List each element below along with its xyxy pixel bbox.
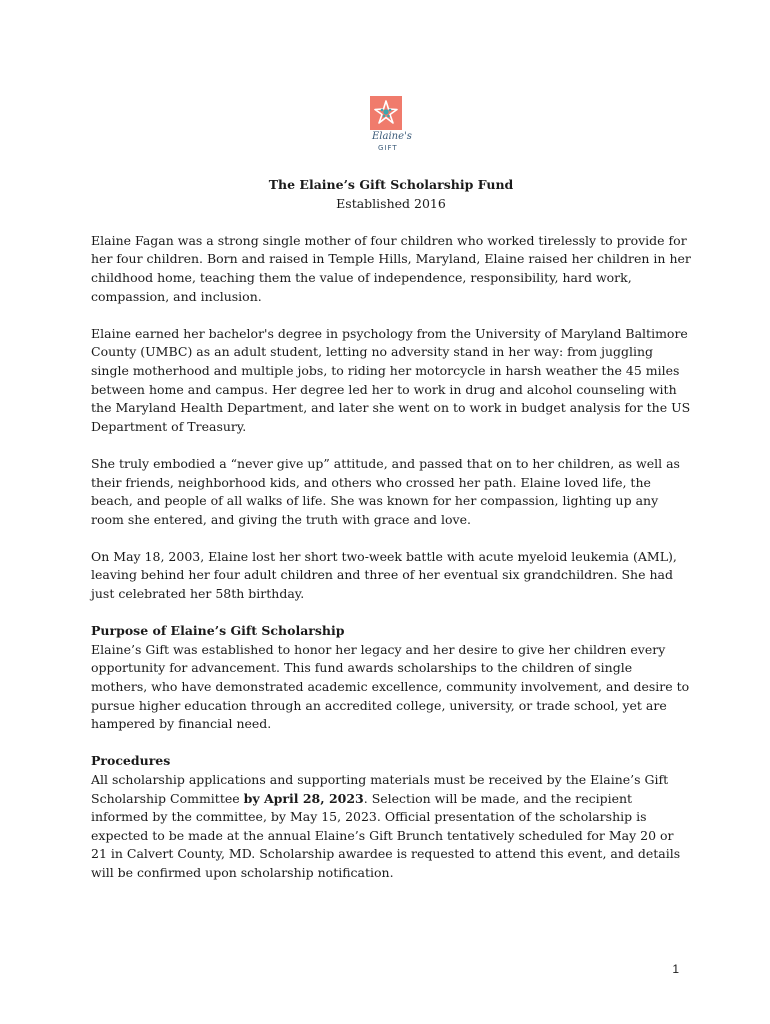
procedures-text-after: . Selection will be made, and the recipient informed by the committee, by May 15, 2023. Official presentation of the scholarship is expected to be made at the annual Elaine’s Gift Brunch tentatively scheduled for May 20 or 21 in Calvert County, MD. Scholarship awardee is requested to attend this event, and details will be confirmed upon scholarship notification. [91,790,681,880]
elaines-gift-logo [370,96,412,158]
paragraph-attitude: She truly embodied a “never give up” attitude, and passed that on to her children, as well as their friends, neighborhood kids, and others who crossed her path. Elaine loved life, the beach, and people of all walks of life. She was known for her compassion, lighting up any room she entered, and giving the truth with grace and love. [91,455,680,527]
procedures-heading: Procedures [91,753,171,769]
document-body [91,176,691,901]
paragraph-passing: On May 18, 2003, Elaine lost her short two-week battle with acute myeloid leukemia (AML), leaving behind her four adult children and three of her eventual six grandchildren. She had just celebrated her 58th birthday. [91,548,677,602]
paragraph-education: Elaine earned her bachelor's degree in psychology from the University of Maryland Baltimore County (UMBC) as an adult student, letting no adversity stand in her way: from juggling single motherhood and multiple jobs, to riding her motorcycle in harsh weather the 45 miles between home and campus. Her degree led her to work in drug and alcohol counseling with the Maryland Health Department, and later she went on to work in budget analysis for the US Department of Treasury. [91,325,691,434]
purpose-heading: Purpose of Elaine’s Gift Scholarship [91,623,345,639]
logo-script-text: Elaine's [372,131,412,142]
procedures-deadline: by April 28, 2023 [243,790,364,806]
procedures-text-before: All scholarship applications and supporting materials must be received by the Elaine’s Gift Scholarship Committee [91,772,669,806]
logo-gift-text: GIFT [378,144,398,152]
document-title: The Elaine’s Gift Scholarship Fund [268,177,514,192]
page-number: 1 [672,962,679,976]
purpose-section [91,622,691,734]
purpose-text: Elaine’s Gift was established to honor her legacy and her desire to give her children every opportunity for advancement. This fund awards scholarships to the children of single mothers, who have demonstrated academic excellence, community involvement, and desire to pursue higher education through an accredited college, university, or trade school, yet are hampered by financial need. [91,641,690,732]
logo-box [370,96,402,130]
starfish-icon [373,99,399,127]
paragraph-intro: Elaine Fagan was a strong single mother of four children who worked tirelessly to provide for her four children. Born and raised in Temple Hills, Maryland, Elaine raised her children in her childhood home, teaching them the value of independence, responsibility, hard work, compassion, and inclusion. [91,232,691,304]
procedures-section [91,752,691,882]
document-subtitle: Established 2016 [336,195,446,211]
procedures-text [91,771,691,883]
